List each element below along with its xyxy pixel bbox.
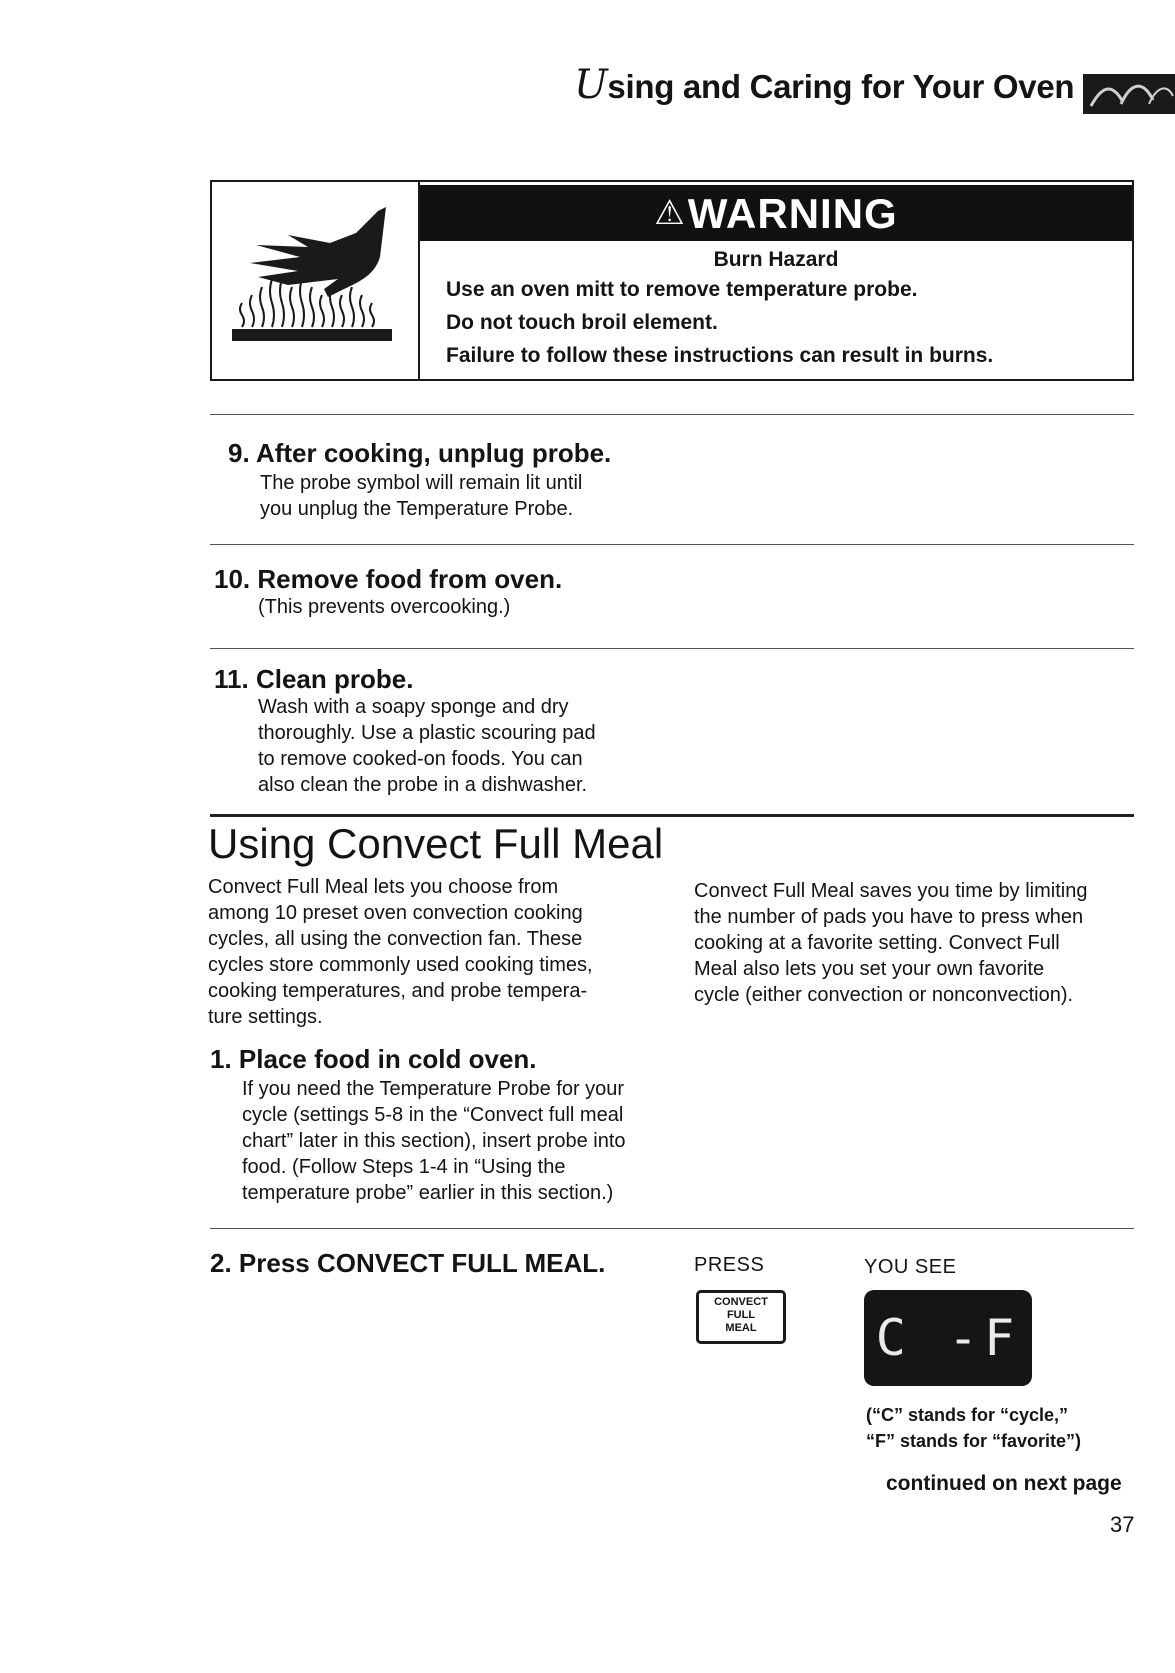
step-title [210, 1248, 605, 1279]
step-text: chart” later in this section), insert probe into [242, 1130, 626, 1152]
intro-left-line: cooking temperatures, and probe tempera- [208, 980, 588, 1002]
warning-heading: Burn Hazard [713, 248, 839, 271]
step-number: 2. [210, 1248, 232, 1278]
intro-left-line: among 10 preset oven convection cooking [208, 902, 583, 924]
warning-banner [420, 185, 1132, 241]
intro-left-line: cycles store commonly used cooking times, [208, 954, 593, 976]
header-title-initial: U [574, 62, 608, 108]
button-label-line: CONVECT [714, 1296, 768, 1308]
step-text: food. (Follow Steps 1-4 in “Using the [242, 1156, 566, 1178]
intro-left-line: cycles, all using the convection fan. These [208, 928, 583, 950]
step-heading: Clean probe. [255, 664, 414, 694]
step-heading: Press CONVECT FULL MEAL. [238, 1248, 606, 1278]
intro-right-line: cooking at a favorite setting. Convect Full [694, 932, 1060, 954]
step-title [214, 664, 413, 695]
step-text: you unplug the Temperature Probe. [260, 498, 574, 520]
step-title [210, 1044, 537, 1075]
you-see-label: YOU SEE [864, 1256, 957, 1278]
step-text: Wash with a soapy sponge and dry [258, 696, 569, 718]
display-note-line: (“C” stands for “cycle,” [866, 1405, 1069, 1425]
step-text: thoroughly. Use a plastic scouring pad [258, 722, 596, 744]
intro-right-line: cycle (either convection or nonconvection). [694, 984, 1074, 1006]
step-text: to remove cooked-on foods. You can [258, 748, 583, 770]
step-text: also clean the probe in a dishwasher. [258, 774, 588, 796]
page-number: 37 [1110, 1512, 1135, 1537]
step-text: cycle (settings 5-8 in the “Convect full meal [242, 1104, 624, 1126]
step-text: The probe symbol will remain lit until [260, 472, 583, 494]
warning-line: Do not touch broil element. [446, 311, 718, 334]
section-title: Using Convect Full Meal [208, 820, 664, 867]
convect-full-meal-button[interactable] [696, 1290, 786, 1344]
divider-rule [210, 648, 1134, 649]
button-label-line: FULL [726, 1309, 756, 1321]
continued-note: continued on next page [886, 1472, 1122, 1495]
warning-line: Use an oven mitt to remove temperature probe. [446, 278, 918, 301]
intro-left-line: ture settings. [208, 1006, 323, 1028]
step-title [214, 564, 562, 595]
step-heading: Remove food from oven. [257, 564, 563, 594]
step-text: If you need the Temperature Probe for your [242, 1078, 625, 1100]
display-note-line: “F” stands for “favorite”) [866, 1431, 1082, 1451]
divider-rule [210, 414, 1134, 415]
press-label: PRESS [694, 1254, 765, 1276]
oven-thumb-icon [1083, 74, 1175, 114]
divider-rule [210, 544, 1134, 545]
intro-right-line: the number of pads you have to press when [694, 906, 1084, 928]
oven-display: C -F [864, 1290, 1032, 1386]
hot-hand-icon [228, 205, 398, 345]
step-number: 10. [214, 564, 251, 594]
header-title-rest: sing and Caring for Your Oven [607, 68, 1075, 105]
intro-right-line: Convect Full Meal saves you time by limiting [694, 880, 1088, 902]
divider-rule [210, 1228, 1134, 1229]
step-heading: Place food in cold oven. [238, 1044, 537, 1074]
step-number: 9. [228, 438, 250, 468]
step-number: 1. [210, 1044, 232, 1074]
intro-right-line: Meal also lets you set your own favorite [694, 958, 1045, 980]
button-label-line: MEAL [725, 1322, 757, 1334]
page-header-title [574, 62, 1074, 108]
warning-triangle-icon: ⚠ [654, 194, 686, 232]
warning-line: Failure to follow these instructions can result in burns. [446, 344, 994, 367]
warning-banner-text: WARNING [687, 190, 898, 237]
step-text: temperature probe” earlier in this section.) [242, 1182, 614, 1204]
step-number: 11. [214, 664, 249, 694]
step-heading: After cooking, unplug probe. [255, 438, 612, 468]
intro-left-line: Convect Full Meal lets you choose from [208, 876, 559, 898]
step-title [228, 438, 611, 469]
section-rule [210, 814, 1134, 817]
step-text: (This prevents overcooking.) [258, 596, 511, 618]
